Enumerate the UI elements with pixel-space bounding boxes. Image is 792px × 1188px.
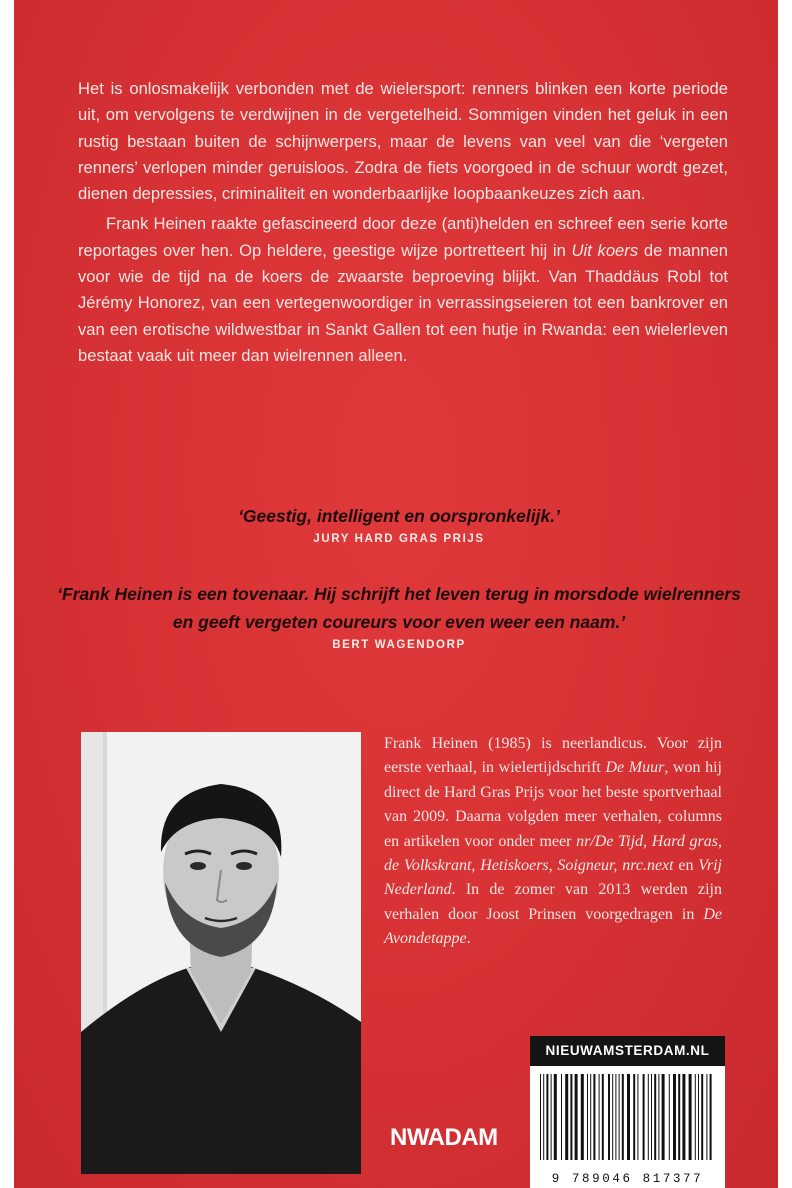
- bio-part-c: , won hij direct de Hard Gras Prijs voor het beste sportverhaal van 2009. Daarna volgden meer verhalen, columns en artikelen voor onder meer: [384, 759, 722, 850]
- bio-magazine-de-muur: De Muur: [605, 759, 665, 777]
- barcode-bar: [658, 1074, 659, 1160]
- barcode-bar: [570, 1074, 572, 1160]
- barcode-bar: [669, 1074, 670, 1160]
- barcode-bar: [590, 1074, 591, 1160]
- bio-de-avondetappe: De Avondetappe: [384, 905, 722, 948]
- bio-part-a: Frank Heinen (1985) is neerlandicus. Voor zijn eerste verhaal, in wielertijdschrift: [384, 735, 722, 777]
- barcode-bar: [622, 1074, 624, 1160]
- blurb-paragraph-1: Het is onlosmakelijk verbonden met de wielersport: renners blinken een korte periode uit, om vervolgens te verdwijnen in de vergetelheid. Sommigen vinden het geluk in een rustig bestaan buiten de schijnwerpers, maar de levens van veel van die ‘vergeten renners’ verlopen minder geruisloos. Zodra de fiets voorgoed in de schuur wordt gezet, dienen depressies, criminaliteit en wonderbaarlijke loopbaankeuzes zich aan.: [78, 79, 728, 204]
- quote-source: JURY HARD GRAS PRIJS: [313, 533, 485, 545]
- barcode-bar: [706, 1074, 707, 1160]
- isbn-barcode: [530, 1066, 725, 1188]
- barcode-bar: [593, 1074, 595, 1160]
- barcode-bar: [648, 1074, 649, 1160]
- barcode-bar: [695, 1074, 696, 1160]
- barcode-bar: [575, 1074, 578, 1160]
- book-title: Uit koers: [571, 240, 639, 260]
- publisher-logo: NWADAM: [390, 1124, 498, 1151]
- barcode-bar: [710, 1074, 712, 1160]
- bio-publications: nr/De Tijd, Hard gras, de Volkskrant, Hetiskoers, Soigneur, nrc.next: [384, 832, 722, 875]
- barcode-bar: [651, 1074, 652, 1160]
- barcode-bar: [619, 1074, 620, 1160]
- barcode-bar: [602, 1074, 604, 1160]
- barcode-bar: [673, 1074, 676, 1160]
- quote-text: ‘Frank Heinen is een tovenaar. Hij schrijft het leven terug in morsdode wielrenners en geeft vergeten coureurs voor even weer een naam.’: [57, 584, 741, 632]
- blurb-paragraph-2: [78, 211, 728, 369]
- barcode-bar: [654, 1074, 656, 1160]
- quote-text: ‘Geestig, intelligent en oorspronkelijk.’: [238, 506, 560, 526]
- barcode-bars: [530, 1066, 725, 1166]
- barcode-bar: [643, 1074, 645, 1160]
- barcode-bar: [581, 1074, 584, 1160]
- blurb-text: [78, 76, 728, 369]
- barcode-bar: [587, 1074, 588, 1160]
- book-back-cover: [14, 0, 778, 1188]
- barcode-digits: 9 789046 817377: [551, 1172, 704, 1186]
- bio-part-e: en: [673, 857, 699, 875]
- barcode-bar: [701, 1074, 703, 1160]
- barcode-bar: [637, 1074, 638, 1160]
- barcode-bar: [678, 1074, 680, 1160]
- bio-part-g: . In de zomer van 2013 werden zijn verhalen door Joost Prinsen voorgedragen in: [384, 881, 722, 923]
- review-quote-1: [54, 502, 744, 545]
- barcode-bar: [565, 1074, 568, 1160]
- barcode-bar: [662, 1074, 665, 1160]
- barcode-bar: [698, 1074, 699, 1160]
- quote-source: BERT WAGENDORP: [332, 639, 466, 651]
- barcode-bar: [689, 1074, 692, 1160]
- barcode-bar: [608, 1074, 610, 1160]
- author-bio: [384, 732, 722, 952]
- author-portrait-image: [81, 732, 361, 1174]
- publisher-url: NIEUWAMSTERDAM.NL: [530, 1036, 725, 1066]
- bio-vrij-nederland: Vrij Nederland: [384, 857, 722, 899]
- review-quote-2: [54, 580, 744, 651]
- barcode-bar: [540, 1074, 541, 1160]
- barcode-bar: [633, 1074, 635, 1160]
- barcode-bar: [561, 1074, 562, 1160]
- barcode-bar: [551, 1074, 552, 1160]
- barcode-bar: [554, 1074, 557, 1160]
- blurb-p2-end: de mannen voor wie de tijd na de koers de zwaarste beproeving blijkt. Van Thaddäus Robl tot Jérémy Honorez, van een vertegenwoordiger in verrassingseieren tot een bankrover en van een erotische wildwestbar in Sankt Gallen tot een hutje in Rwanda: een wielerleven bestaat vaak uit meer dan wielrennen alleen.: [78, 240, 728, 365]
- barcode-bar: [682, 1074, 685, 1160]
- blurb-p2-start: Frank Heinen raakte gefascineerd door deze (anti)helden en schreef een serie korte reportages over hen. Op heldere, geestige wijze portretteert hij in: [78, 214, 728, 260]
- barcode-bar: [546, 1074, 548, 1160]
- barcode-bar: [615, 1074, 616, 1160]
- barcode-bar: [543, 1074, 544, 1160]
- author-photo: [81, 732, 361, 1174]
- bio-part-i: .: [466, 930, 471, 948]
- barcode-bar: [612, 1074, 613, 1160]
- barcode-bar: [627, 1074, 630, 1160]
- barcode-bar: [599, 1074, 600, 1160]
